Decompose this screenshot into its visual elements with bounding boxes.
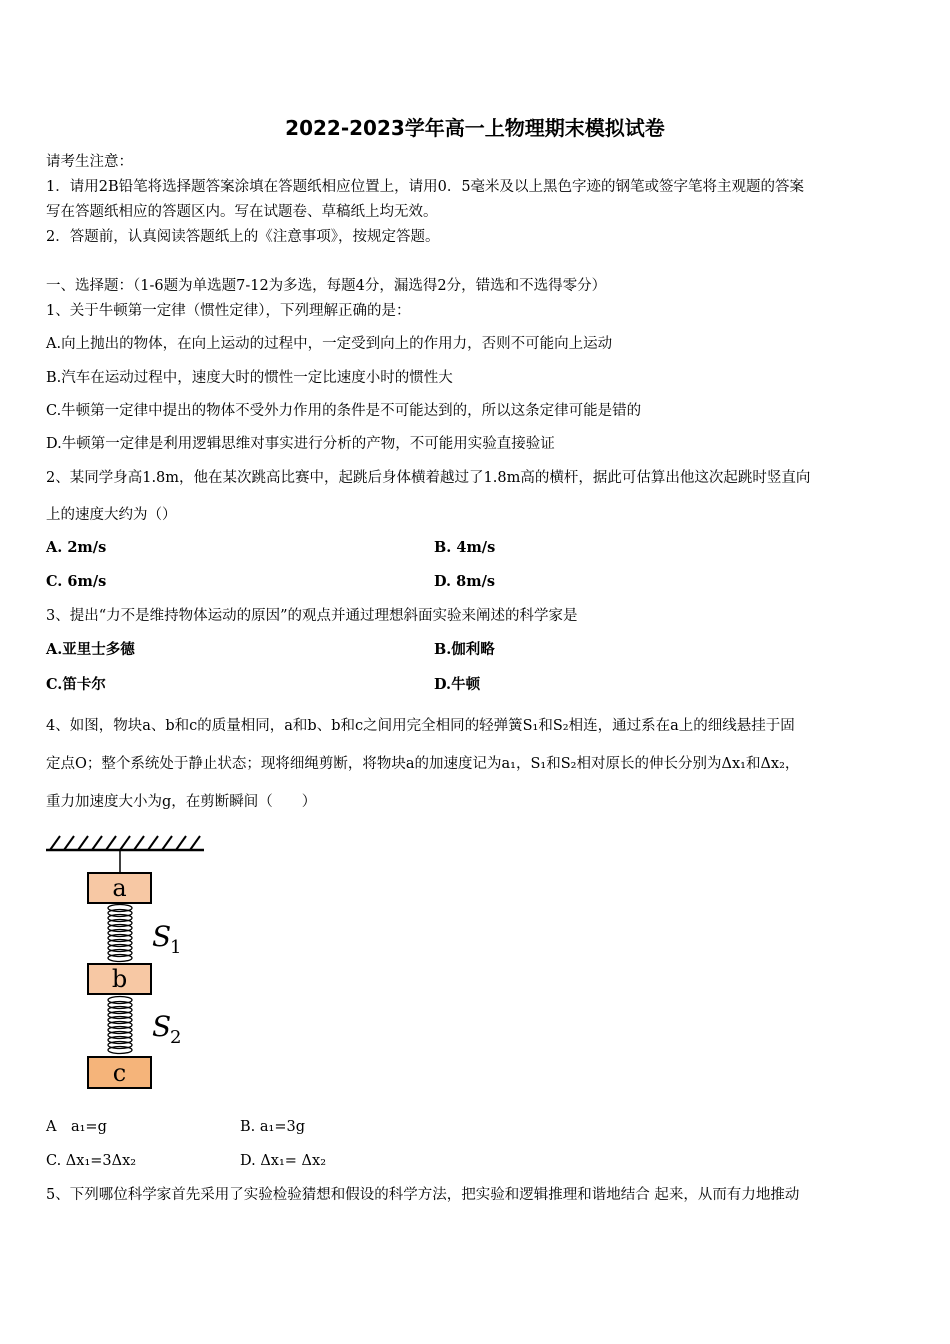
spring-s2-label: S <box>152 1010 172 1043</box>
q1-stem: 1、关于牛顿第一定律（惯性定律），下列理解正确的是： <box>46 303 411 319</box>
q2-option-c: C. 6m/s <box>46 573 107 590</box>
q1-option-b: B.汽车在运动过程中，速度大时的惯性一定比速度小时的惯性大 <box>46 370 453 386</box>
q3-option-c: C.笛卡尔 <box>46 676 106 693</box>
block-b-label: b <box>111 965 128 993</box>
spring-s2-subscript: 2 <box>170 1027 182 1048</box>
q3-option-d: D.牛顿 <box>434 676 481 693</box>
q4-stem-1: 4、如图，物块a、b和c的质量相同，a和b、b和c之间用完全相同的轻弹簧S₁和S₂相连，通过系在a上的细线悬挂于固 <box>46 718 795 734</box>
spring-s1 <box>108 905 132 962</box>
block-c-label: c <box>112 1059 127 1087</box>
spring-s1-label: S <box>152 920 172 953</box>
q1-option-a: A.向上抛出的物体，在向上运动的过程中，一定受到向上的作用力，否则不可能向上运动 <box>46 336 613 352</box>
spring-block-figure <box>44 830 224 1100</box>
q4-option-b: B. a₁=3g <box>240 1119 305 1135</box>
q3-stem: 3、提出“力不是维持物体运动的原因”的观点并通过理想斜面实验来阐述的科学家是 <box>46 608 578 624</box>
section-heading: 一、选择题：（1-6题为单选题7-12为多选，每题4分，漏选得2分，错选和不选得零分） <box>46 278 607 294</box>
notice-line-1b: 写在答题纸相应的答题区内。写在试题卷、草稿纸上均无效。 <box>46 204 438 220</box>
q2-stem-1: 2、某同学身高1.8m，他在某次跳高比赛中，起跳后身体横着越过了1.8m高的横杆，据此可估算出他这次起跳时竖直向 <box>46 470 811 486</box>
q4-option-c: C. Δx₁=3Δx₂ <box>46 1153 137 1169</box>
q5-stem-1: 5、下列哪位科学家首先采用了实验检验猜想和假设的科学方法，把实验和逻辑推理和谐地结合 起来，从而有力地推动 <box>46 1187 800 1203</box>
page-title: 2022-2023学年高一上物理期末模拟试卷 <box>285 116 665 140</box>
q2-option-a: A. 2m/s <box>46 539 107 556</box>
q4-option-a: A a₁=g <box>46 1119 107 1135</box>
notice-heading: 请考生注意： <box>46 154 133 170</box>
q3-option-a: A.亚里士多德 <box>46 641 135 658</box>
q2-stem-2: 上的速度大约为（） <box>46 507 177 523</box>
notice-line-1a: 1．请用2B铅笔将选择题答案涂填在答题纸相应位置上，请用0．5毫米及以上黑色字迹的钢笔或签字笔将主观题的答案 <box>46 179 805 195</box>
q4-option-d: D. Δx₁= Δx₂ <box>240 1153 327 1169</box>
q3-option-b: B.伽利略 <box>434 641 495 658</box>
q4-stem-2: 定点O；整个系统处于静止状态；现将细绳剪断，将物块a的加速度记为a₁，S₁和S₂相对原长的伸长分别为Δx₁和Δx₂， <box>46 756 800 772</box>
spring-s2 <box>108 997 132 1054</box>
block-a-label: a <box>112 874 127 902</box>
q1-option-d: D.牛顿第一定律是利用逻辑思维对事实进行分析的产物，不可能用实验直接验证 <box>46 436 555 452</box>
notice-line-2: 2．答题前，认真阅读答题纸上的《注意事项》，按规定答题。 <box>46 229 440 245</box>
q1-option-c: C.牛顿第一定律中提出的物体不受外力作用的条件是不可能达到的，所以这条定律可能是错的 <box>46 403 642 419</box>
q4-stem-3: 重力加速度大小为g，在剪断瞬间（ ） <box>46 794 317 810</box>
ceiling-hatching <box>50 836 200 850</box>
spring-s1-subscript: 1 <box>170 937 182 958</box>
q2-option-b: B. 4m/s <box>434 539 496 556</box>
q2-option-d: D. 8m/s <box>434 573 496 590</box>
